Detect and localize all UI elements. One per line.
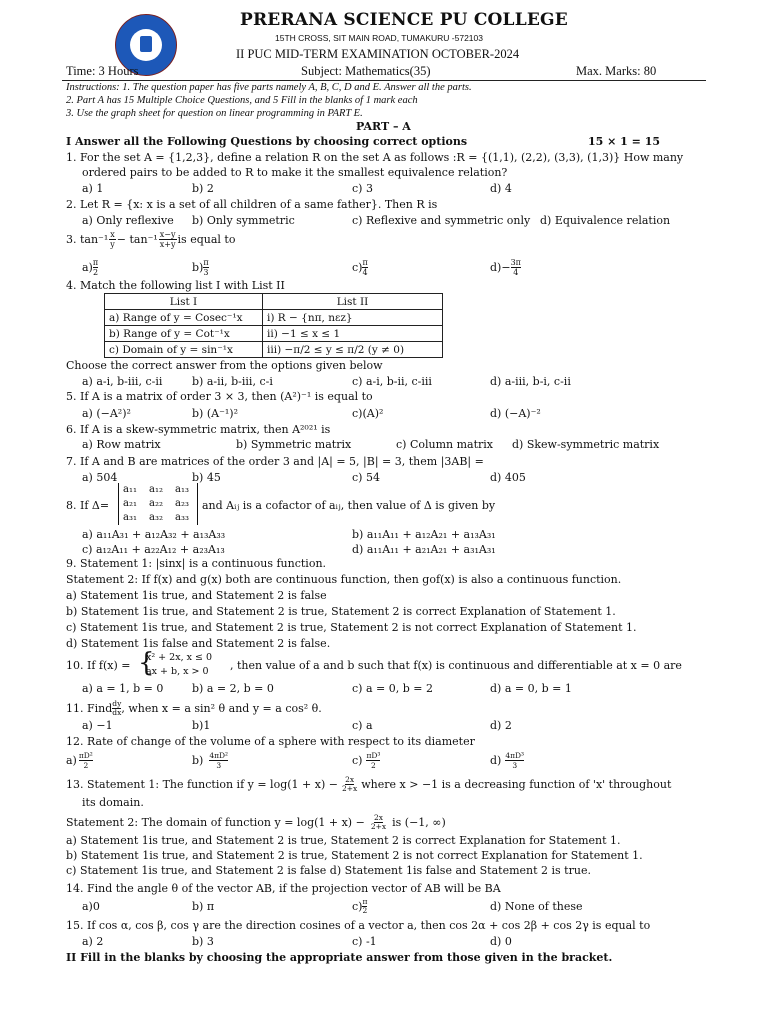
- header-divider: [62, 80, 706, 81]
- question-13-cont: its domain.: [82, 796, 144, 809]
- option-label: c): [352, 754, 363, 767]
- fraction-numerator: 3π: [510, 258, 521, 267]
- option: d) a = 0, b = 1: [490, 682, 572, 695]
- brace-icon: {: [138, 648, 155, 678]
- option: c) Statement 1is true, and Statement 2 is true, Statement 2 is not correct Explanation of Statement 1.: [66, 621, 637, 634]
- option: [352, 258, 368, 277]
- option: c) 3: [352, 182, 373, 195]
- option: b) 45: [192, 471, 221, 484]
- option-label: c): [352, 900, 363, 913]
- fraction-numerator: πD²: [78, 751, 93, 760]
- option: d) 405: [490, 471, 526, 484]
- fraction-denominator: 3: [512, 761, 518, 770]
- det-entry: a₃₁: [123, 512, 137, 523]
- exam-time: Time: 3 Hours: [66, 64, 139, 78]
- fraction-denominator: 2+x: [370, 822, 387, 831]
- question-3: [66, 230, 235, 249]
- fraction-numerator: 4πD³: [505, 751, 525, 760]
- det-entry: a₁₁: [123, 484, 137, 495]
- part-a-heading: PART – A: [356, 120, 411, 133]
- option: a) a-i, b-iii, c-ii: [82, 375, 163, 388]
- option: a) Statement 1is true, and Statement 2 is false: [66, 589, 327, 602]
- option: c) a: [352, 719, 373, 732]
- det-entry: a₂₂: [149, 498, 163, 509]
- option-label: d)−: [490, 261, 511, 274]
- fraction-denominator: y: [110, 240, 115, 249]
- table-header: List I: [105, 294, 263, 310]
- table-header: List II: [263, 294, 443, 310]
- option: b) Statement 1is true, and Statement 2 is true, Statement 2 is correct Explanation of Statement 1.: [66, 605, 616, 618]
- q3-text: 3. tan⁻¹: [66, 233, 109, 246]
- question-8: 8. If Δ=: [66, 499, 110, 512]
- option: a) 1: [82, 182, 104, 195]
- match-table: [104, 293, 443, 358]
- question-12: 12. Rate of change of the volume of a sphere with respect to its diameter: [66, 735, 475, 748]
- option: a) Row matrix: [82, 438, 161, 451]
- question-8-cont: and Aᵢⱼ is a cofactor of aᵢⱼ, then value of Δ is given by: [202, 499, 496, 512]
- option: [352, 898, 367, 915]
- option: b) a₁₁A₁₁ + a₁₂A₂₁ + a₁₃A₃₁: [352, 528, 496, 541]
- question-7: 7. If A and B are matrices of the order 3 and |A| = 5, |B| = 3, them |3AB| =: [66, 455, 484, 468]
- det-entry: a₁₂: [149, 484, 163, 495]
- option: d) (−A)⁻²: [490, 407, 541, 420]
- option-label: a): [82, 261, 93, 274]
- option: d) Skew-symmetric matrix: [512, 438, 660, 451]
- q11-text: , when x = a sin² θ and y = a cos² θ.: [121, 702, 322, 715]
- option-label: d): [490, 754, 502, 767]
- table-row: [105, 310, 443, 326]
- option: b)1: [192, 719, 211, 732]
- question-13: [66, 776, 671, 793]
- fraction-denominator: 3: [216, 761, 222, 770]
- college-name: PRERANA SCIENCE PU COLLEGE: [240, 10, 568, 30]
- question-6: 6. If A is a skew-symmetric matrix, then A²⁰²¹ is: [66, 423, 331, 436]
- fraction-denominator: 2: [371, 761, 376, 770]
- option: c) Statement 1is true, and Statement 2 is false d) Statement 1is false and Statement 2 is true.: [66, 864, 591, 877]
- question-10: 10. If f(x) =: [66, 659, 131, 672]
- fraction-numerator: π: [362, 258, 368, 267]
- option: b) 3: [192, 935, 214, 948]
- exam-subject: Subject: Mathematics(35): [301, 64, 431, 78]
- option: c)(A)²: [352, 407, 384, 420]
- option: a) −1: [82, 719, 113, 732]
- exam-title: II PUC MID-TERM EXAMINATION OCTOBER-2024: [236, 47, 520, 61]
- fraction-numerator: π: [362, 897, 368, 906]
- q13-text: is (−1, ∞): [392, 816, 446, 829]
- option-label: a): [66, 754, 77, 767]
- statement-2: [66, 814, 446, 831]
- option: c) 54: [352, 471, 380, 484]
- question-1-cont: ordered pairs to be added to R to make it the smallest equivalence relation?: [82, 166, 508, 179]
- fraction-denominator: x+y: [159, 240, 176, 249]
- option: b) π: [192, 900, 215, 913]
- option: [82, 258, 98, 277]
- question-4-instruction: Choose the correct answer from the options given below: [66, 359, 383, 372]
- option: b) 2: [192, 182, 214, 195]
- fraction-numerator: π: [203, 258, 209, 267]
- q13-text: Statement 2: The domain of function y = log(1 + x) −: [66, 816, 365, 829]
- table-cell: c) Domain of y = sin⁻¹x: [105, 342, 263, 358]
- fraction-denominator: 2+x: [341, 784, 358, 793]
- fraction-numerator: πD³: [366, 751, 381, 760]
- q13-text: 13. Statement 1: The function if y = log(1 + x) −: [66, 778, 338, 791]
- option: b) Symmetric matrix: [236, 438, 352, 451]
- option: a) a₁₁A₃₁ + a₁₂A₃₂ + a₁₃A₃₃: [82, 528, 226, 541]
- question-5: 5. If A is a matrix of order 3 × 3, then (A²)⁻¹ is equal to: [66, 390, 373, 403]
- fraction-numerator: x−y: [159, 230, 176, 239]
- option: c) a = 0, b = 2: [352, 682, 433, 695]
- determinant: [118, 483, 198, 525]
- fraction-numerator: π: [92, 258, 99, 267]
- option: c) a-i, b-ii, c-iii: [352, 375, 432, 388]
- fraction-numerator: 2x: [345, 775, 355, 784]
- option: a) (−A²)²: [82, 407, 131, 420]
- option: a) 504: [82, 471, 118, 484]
- option: a) Statement 1is true, and Statement 2 is true, Statement 2 is correct Explanation for Statement 1.: [66, 834, 621, 847]
- instruction-line: 3. Use the graph sheet for question on linear programming in PART E.: [66, 108, 363, 119]
- option: b) (A⁻¹)²: [192, 407, 238, 420]
- table-row: [105, 342, 443, 358]
- option-label: b): [192, 754, 204, 767]
- option: b) a = 2, b = 0: [192, 682, 274, 695]
- question-11: [66, 700, 322, 717]
- fraction-denominator: 4: [513, 268, 519, 277]
- fraction-denominator: 4: [362, 268, 368, 277]
- exam-max-marks: Max. Marks: 80: [576, 64, 657, 78]
- fraction-numerator: 2x: [373, 813, 383, 822]
- q3-text: is equal to: [177, 233, 236, 246]
- table-cell: iii) −π/2 ≤ y ≤ π/2 (y ≠ 0): [263, 342, 443, 358]
- fraction-denominator: dx: [112, 708, 122, 717]
- option-label: b): [192, 261, 204, 274]
- option: d) 4: [490, 182, 512, 195]
- option: [490, 258, 521, 277]
- fraction-numerator: dy: [112, 699, 122, 708]
- option: d) 0: [490, 935, 512, 948]
- fraction-numerator: 4πD²: [209, 751, 229, 760]
- table-cell: a) Range of y = Cosec⁻¹x: [105, 310, 263, 326]
- option: c) a₁₂A₁₁ + a₂₂A₁₂ + a₂₃A₁₃: [82, 543, 225, 556]
- option: [192, 258, 209, 277]
- option: [66, 751, 93, 770]
- det-entry: a₂₃: [175, 498, 189, 509]
- option: [352, 751, 380, 770]
- instruction-line: Instructions: 1. The question paper has five parts namely A, B, C, D and E. Answer all the parts.: [66, 82, 472, 93]
- question-2: 2. Let R = {x: x is a set of all children of a same father}. Then R is: [66, 198, 438, 211]
- fraction-denominator: 2: [362, 906, 368, 915]
- q11-text: 11. Find: [66, 702, 113, 715]
- option: c) Column matrix: [396, 438, 493, 451]
- fraction-numerator: x: [110, 230, 115, 239]
- table-row: [105, 326, 443, 342]
- option: a) a = 1, b = 0: [82, 682, 164, 695]
- det-entry: a₃₂: [149, 512, 163, 523]
- option: b) a-ii, b-iii, c-i: [192, 375, 273, 388]
- option: b) Only symmetric: [192, 214, 295, 227]
- fraction-denominator: 2: [92, 268, 99, 277]
- det-entry: a₃₃: [175, 512, 189, 523]
- option: d) 2: [490, 719, 512, 732]
- option: d) a-iii, b-i, c-ii: [490, 375, 571, 388]
- table-cell: ii) −1 ≤ x ≤ 1: [263, 326, 443, 342]
- statement-line: Statement 2: If f(x) and g(x) both are continuous function, then gof(x) is also a continuous function.: [66, 573, 622, 586]
- option: a)0: [82, 900, 100, 913]
- question-15: 15. If cos α, cos β, cos γ are the direction cosines of a vector a, then cos 2α + cos 2β + cos 2γ is equal to: [66, 919, 651, 932]
- section-1-title: I Answer all the Following Questions by choosing correct options: [66, 135, 468, 148]
- option: a) Only reflexive: [82, 214, 174, 227]
- question-9: 9. Statement 1: |sinx| is a continuous function.: [66, 557, 327, 570]
- det-entry: a₂₁: [123, 498, 137, 509]
- option: a) 2: [82, 935, 104, 948]
- q3-text: − tan⁻¹: [116, 233, 158, 246]
- q13-text: where x > −1 is a decreasing function of 'x' throughout: [361, 778, 672, 791]
- option: c) Reflexive and symmetric only: [352, 214, 531, 227]
- option: [490, 751, 524, 770]
- section-2-title: II Fill in the blanks by choosing the appropriate answer from those given in the bracket.: [66, 951, 613, 964]
- option: d) Statement 1is false and Statement 2 is false.: [66, 637, 331, 650]
- section-1-marks: 15 × 1 = 15: [588, 135, 661, 148]
- question-1: 1. For the set A = {1,2,3}, define a relation R on the set A as follows :R = {(1,1), (2,2), (3,3), (1,3)} How many: [66, 151, 684, 164]
- option: [192, 751, 228, 770]
- question-4: 4. Match the following list I with List II: [66, 279, 285, 292]
- option: d) a₁₁A₁₁ + a₂₁A₂₁ + a₃₁A₃₁: [352, 543, 496, 556]
- table-cell: b) Range of y = Cot⁻¹x: [105, 326, 263, 342]
- question-10-cont: , then value of a and b such that f(x) is continuous and differentiable at x = 0 are: [230, 659, 682, 672]
- fraction-denominator: 2: [83, 761, 89, 770]
- option: b) Statement 1is true, and Statement 2 is true, Statement 2 is not correct Explanation for Statement 1.: [66, 849, 643, 862]
- college-address: 15TH CROSS, SIT MAIN ROAD, TUMAKURU -572103: [275, 33, 483, 43]
- table-cell: i) R − {nπ, nεz}: [263, 310, 443, 326]
- instruction-line: 2. Part A has 15 Multiple Choice Questions, and 5 Fill in the blanks of 1 mark each: [66, 95, 418, 106]
- option-label: c): [352, 261, 363, 274]
- fraction-denominator: 3: [203, 268, 209, 277]
- option: c) -1: [352, 935, 377, 948]
- piecewise-case: x² + 2x, x ≤ 0: [146, 652, 213, 663]
- piecewise-case: ax + b, x > 0: [146, 666, 209, 677]
- option: d) None of these: [490, 900, 583, 913]
- option: d) Equivalence relation: [540, 214, 671, 227]
- question-14: 14. Find the angle θ of the vector AB, if the projection vector of AB will be BA: [66, 882, 501, 895]
- det-entry: a₁₃: [175, 484, 189, 495]
